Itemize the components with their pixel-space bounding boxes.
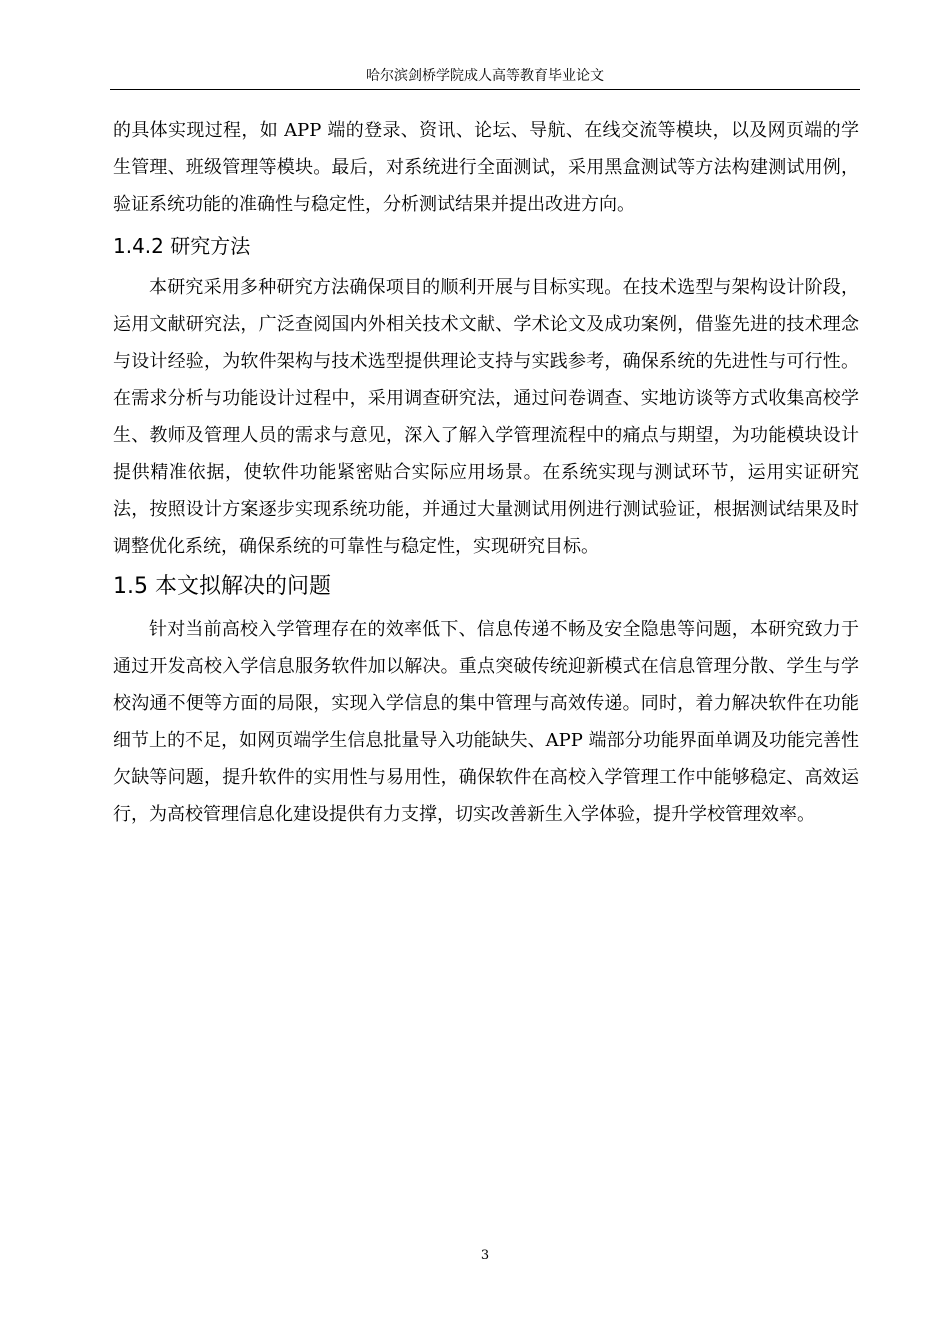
intro-paragraph: 的具体实现过程，如 APP 端的登录、资讯、论坛、导航、在线交流等模块，以及网页端的学生管理、班级管理等模块。最后，对系统进行全面测试，采用黑盒测试等方法构建测试用例，验证系统功能的准确性与稳定性，分析测试结果并提出改进方向。 (113, 120, 859, 215)
page-header-title: 哈尔滨剑桥学院成人高等教育毕业论文 (366, 68, 604, 84)
problems-paragraph: 针对当前高校入学管理存在的效率低下、信息传递不畅及安全隐患等问题，本研究致力于通过开发高校入学信息服务软件加以解决。重点突破传统迎新模式在信息管理分散、学生与学校沟通不便等方面的局限，实现入学信息的集中管理与高效传递。同时，着力解决软件在功能细节上的不足，如网页端学生信息批量导入功能缺失、APP 端部分功能界面单调及功能完善性欠缺等问题，提升软件的实用性与易用性，确保软件在高校入学管理工作中能够稳定、高效运行，为高校管理信息化建设提供有力支撑，切实改善新生入学体验，提升学校管理效率。 (113, 619, 859, 825)
section-heading-1-5: 1.5 本文拟解决的问题 (113, 574, 331, 599)
research-methods-paragraph: 本研究采用多种研究方法确保项目的顺利开展与目标实现。在技术选型与架构设计阶段，运用文献研究法，广泛查阅国内外相关技术文献、学术论文及成功案例，借鉴先进的技术理念与设计经验，为软件架构与技术选型提供理论支持与实践参考，确保系统的先进性与可行性。在需求分析与功能设计过程中，采用调查研究法，通过问卷调查、实地访谈等方式收集高校学生、教师及管理人员的需求与意见，深入了解入学管理流程中的痛点与期望，为功能模块设计提供精准依据，使软件功能紧密贴合实际应用场景。在系统实现与测试环节，运用实证研究法，按照设计方案逐步实现系统功能，并通过大量测试用例进行测试验证，根据测试结果及时调整优化系统，确保系统的可靠性与稳定性，实现研究目标。 (113, 277, 859, 557)
header-divider (110, 89, 860, 90)
page-number: 3 (480, 1248, 490, 1263)
document-body (113, 112, 859, 833)
section-heading-1-4-2: 1.4.2 研究方法 (113, 234, 251, 258)
